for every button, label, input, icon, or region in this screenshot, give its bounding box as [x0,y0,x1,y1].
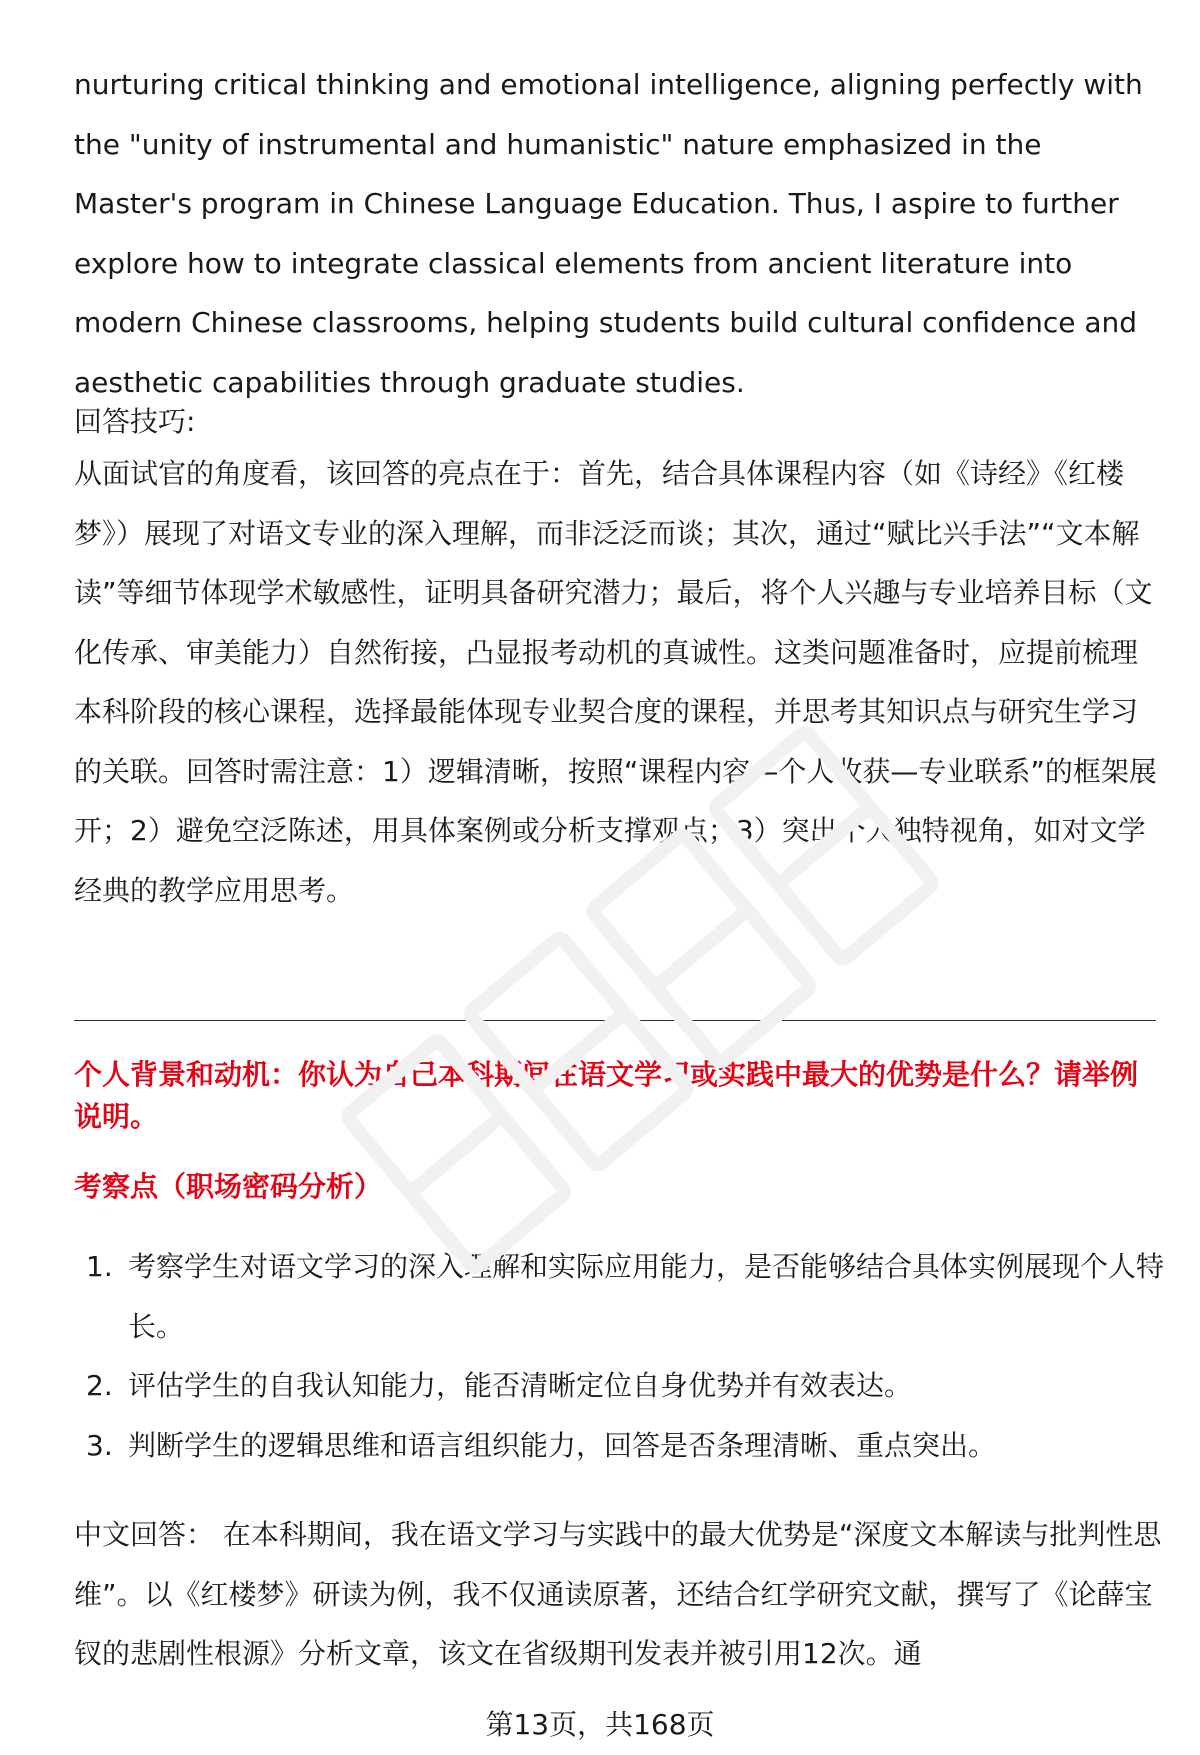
list-item-text: 评估学生的自我认知能力，能否清晰定位自身优势并有效表达。 [128,1369,913,1402]
section-divider [74,1020,1156,1021]
question-title: 个人背景和动机：你认为自己本科期间在语文学习或实践中最大的优势是什么？请举例说明。 [74,1058,1139,1133]
assessment-list [74,1237,1164,1475]
list-item-number: 1. [86,1250,113,1283]
tips-label: 回答技巧: [74,405,196,438]
chinese-answer-paragraph: 中文回答： 在本科期间，我在语文学习与实践中的最大优势是“深度文本解读与批判性思维”。以《红楼梦》研读为例，我不仅通读原著，还结合红学研究文献，撰写了《论薛宝钗的悲剧性根源》分析文章，该文在省级期刊发表并被引用12次。通 [74,1518,1162,1670]
english-answer-paragraph: nurturing critical thinking and emotional intelligence, aligning perfectly with the "unity of instrumental and humanistic" nature emphasized in the Master's program in Chinese Language Education. Thus, I aspire to further explore how to integrate classical elements from ancient literature into modern Chinese classrooms, helping students build cultural confidence and aesthetic capabilities through graduate studies. [74,68,1143,399]
tips-paragraph: 从面试官的角度看，该回答的亮点在于：首先，结合具体课程内容（如《诗经》《红楼梦》）展现了对语文专业的深入理解，而非泛泛而谈；其次，通过“赋比兴手法”“文本解读”等细节体现学术敏感性，证明具备研究潜力；最后，将个人兴趣与专业培养目标（文化传承、审美能力）自然衔接，凸显报考动机的真诚性。这类问题准备时，应提前梳理本科阶段的核心课程，选择最能体现专业契合度的课程，并思考其知识点与研究生学习的关联。回答时需注意：1）逻辑清晰，按照“课程内容—个人收获—专业联系”的框架展开；2）避免空泛陈述，用具体案例或分析支撑观点；3）突出个人独特视角，如对文学经典的教学应用思考。 [74,457,1157,907]
list-item [74,1356,1164,1416]
list-item-text: 判断学生的逻辑思维和语言组织能力，回答是否条理清晰、重点突出。 [128,1428,997,1462]
list-item-text: 考察学生对语文学习的深入理解和实际应用能力，是否能够结合具体实例展现个人特长。 [128,1250,1165,1343]
assessment-title: 考察点（职场密码分析） [74,1170,383,1203]
page-indicator: 第13页，共168页 [485,1708,715,1741]
list-item [74,1416,1164,1476]
list-item-number: 2. [86,1369,113,1402]
list-item [74,1237,1164,1356]
list-item-number: 3. [86,1428,113,1462]
